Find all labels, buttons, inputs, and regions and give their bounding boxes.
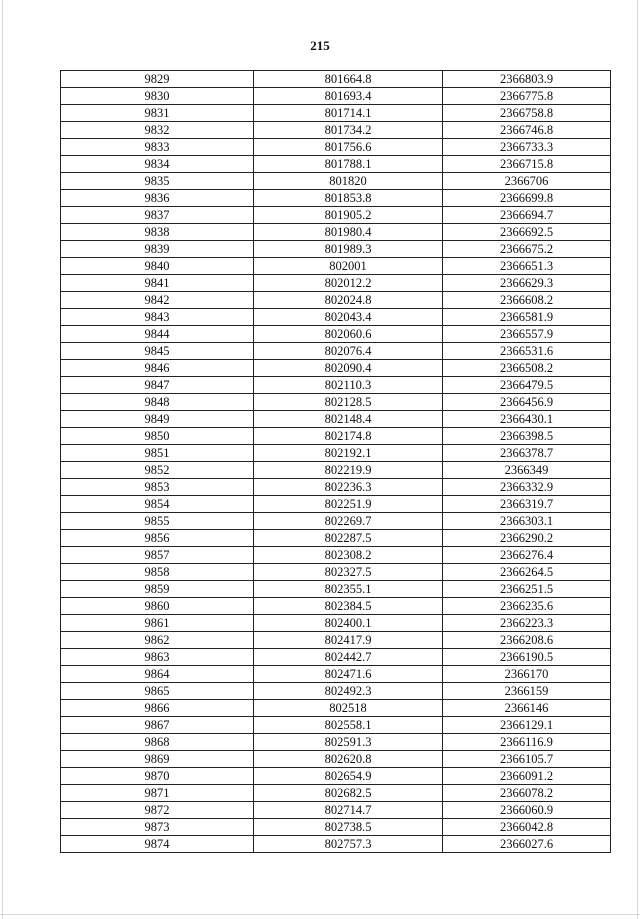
x-coordinate-cell: 801664.8 [254, 71, 443, 88]
table-row [61, 309, 611, 326]
y-coordinate-cell: 2366060.9 [443, 802, 611, 819]
y-coordinate-cell: 2366208.6 [443, 632, 611, 649]
y-coordinate-cell: 2366251.5 [443, 581, 611, 598]
x-coordinate-cell: 802400.1 [254, 615, 443, 632]
x-coordinate-cell: 802128.5 [254, 394, 443, 411]
point-id-cell: 9861 [61, 615, 254, 632]
point-id-cell: 9871 [61, 785, 254, 802]
y-coordinate-cell: 2366091.2 [443, 768, 611, 785]
point-id-cell: 9872 [61, 802, 254, 819]
table-row [61, 717, 611, 734]
point-id-cell: 9834 [61, 156, 254, 173]
table-row [61, 513, 611, 530]
y-coordinate-cell: 2366276.4 [443, 547, 611, 564]
table-row [61, 547, 611, 564]
x-coordinate-cell: 802442.7 [254, 649, 443, 666]
x-coordinate-cell: 801714.1 [254, 105, 443, 122]
table-row [61, 700, 611, 717]
y-coordinate-cell: 2366531.6 [443, 343, 611, 360]
page-edge-left [2, 0, 3, 919]
point-id-cell: 9870 [61, 768, 254, 785]
x-coordinate-cell: 802060.6 [254, 326, 443, 343]
x-coordinate-cell: 802287.5 [254, 530, 443, 547]
y-coordinate-cell: 2366042.8 [443, 819, 611, 836]
y-coordinate-cell: 2366223.3 [443, 615, 611, 632]
y-coordinate-cell: 2366264.5 [443, 564, 611, 581]
table-row [61, 224, 611, 241]
point-id-cell: 9842 [61, 292, 254, 309]
y-coordinate-cell: 2366159 [443, 683, 611, 700]
x-coordinate-cell: 801734.2 [254, 122, 443, 139]
x-coordinate-cell: 802518 [254, 700, 443, 717]
y-coordinate-cell: 2366803.9 [443, 71, 611, 88]
point-id-cell: 9853 [61, 479, 254, 496]
x-coordinate-cell: 802251.9 [254, 496, 443, 513]
y-coordinate-cell: 2366349 [443, 462, 611, 479]
x-coordinate-cell: 802682.5 [254, 785, 443, 802]
x-coordinate-cell: 802192.1 [254, 445, 443, 462]
point-id-cell: 9873 [61, 819, 254, 836]
page-number: 215 [310, 38, 330, 53]
y-coordinate-cell: 2366508.2 [443, 360, 611, 377]
table-row [61, 173, 611, 190]
y-coordinate-cell: 2366129.1 [443, 717, 611, 734]
table-row [61, 496, 611, 513]
x-coordinate-cell: 802236.3 [254, 479, 443, 496]
table-row [61, 190, 611, 207]
x-coordinate-cell: 802591.3 [254, 734, 443, 751]
point-id-cell: 9863 [61, 649, 254, 666]
table-row [61, 615, 611, 632]
table-row [61, 139, 611, 156]
table-row [61, 632, 611, 649]
y-coordinate-cell: 2366303.1 [443, 513, 611, 530]
y-coordinate-cell: 2366557.9 [443, 326, 611, 343]
point-id-cell: 9849 [61, 411, 254, 428]
y-coordinate-cell: 2366456.9 [443, 394, 611, 411]
y-coordinate-cell: 2366581.9 [443, 309, 611, 326]
y-coordinate-cell: 2366694.7 [443, 207, 611, 224]
table-row [61, 292, 611, 309]
x-coordinate-cell: 802417.9 [254, 632, 443, 649]
x-coordinate-cell: 802308.2 [254, 547, 443, 564]
table-row [61, 836, 611, 853]
table-row [61, 88, 611, 105]
table-row [61, 462, 611, 479]
table-row [61, 258, 611, 275]
x-coordinate-cell: 802043.4 [254, 309, 443, 326]
y-coordinate-cell: 2366105.7 [443, 751, 611, 768]
x-coordinate-cell: 802492.3 [254, 683, 443, 700]
coordinate-table [60, 70, 611, 853]
x-coordinate-cell: 802558.1 [254, 717, 443, 734]
table-row [61, 581, 611, 598]
page-edge-right [637, 0, 638, 919]
table-row [61, 394, 611, 411]
table-row [61, 768, 611, 785]
y-coordinate-cell: 2366078.2 [443, 785, 611, 802]
table-row [61, 122, 611, 139]
table-row [61, 734, 611, 751]
point-id-cell: 9859 [61, 581, 254, 598]
y-coordinate-cell: 2366319.7 [443, 496, 611, 513]
point-id-cell: 9847 [61, 377, 254, 394]
point-id-cell: 9844 [61, 326, 254, 343]
y-coordinate-cell: 2366651.3 [443, 258, 611, 275]
table-row [61, 598, 611, 615]
table-row [61, 343, 611, 360]
table-row [61, 819, 611, 836]
point-id-cell: 9862 [61, 632, 254, 649]
point-id-cell: 9865 [61, 683, 254, 700]
y-coordinate-cell: 2366746.8 [443, 122, 611, 139]
y-coordinate-cell: 2366332.9 [443, 479, 611, 496]
x-coordinate-cell: 802076.4 [254, 343, 443, 360]
table-row [61, 360, 611, 377]
point-id-cell: 9832 [61, 122, 254, 139]
x-coordinate-cell: 802738.5 [254, 819, 443, 836]
y-coordinate-cell: 2366027.6 [443, 836, 611, 853]
point-id-cell: 9830 [61, 88, 254, 105]
point-id-cell: 9839 [61, 241, 254, 258]
table-row [61, 683, 611, 700]
x-coordinate-cell: 802620.8 [254, 751, 443, 768]
table-row [61, 564, 611, 581]
point-id-cell: 9845 [61, 343, 254, 360]
x-coordinate-cell: 802757.3 [254, 836, 443, 853]
y-coordinate-cell: 2366699.8 [443, 190, 611, 207]
x-coordinate-cell: 802024.8 [254, 292, 443, 309]
y-coordinate-cell: 2366629.3 [443, 275, 611, 292]
point-id-cell: 9850 [61, 428, 254, 445]
x-coordinate-cell: 801820 [254, 173, 443, 190]
x-coordinate-cell: 802654.9 [254, 768, 443, 785]
point-id-cell: 9837 [61, 207, 254, 224]
point-id-cell: 9869 [61, 751, 254, 768]
y-coordinate-cell: 2366775.8 [443, 88, 611, 105]
x-coordinate-cell: 802001 [254, 258, 443, 275]
x-coordinate-cell: 802090.4 [254, 360, 443, 377]
table-row [61, 751, 611, 768]
x-coordinate-cell: 802384.5 [254, 598, 443, 615]
point-id-cell: 9848 [61, 394, 254, 411]
y-coordinate-cell: 2366692.5 [443, 224, 611, 241]
point-id-cell: 9864 [61, 666, 254, 683]
table-row [61, 428, 611, 445]
table-row [61, 649, 611, 666]
table-row [61, 479, 611, 496]
table-row [61, 105, 611, 122]
table-row [61, 377, 611, 394]
x-coordinate-cell: 802012.2 [254, 275, 443, 292]
x-coordinate-cell: 802269.7 [254, 513, 443, 530]
point-id-cell: 9858 [61, 564, 254, 581]
x-coordinate-cell: 801756.6 [254, 139, 443, 156]
point-id-cell: 9833 [61, 139, 254, 156]
table-row [61, 156, 611, 173]
x-coordinate-cell: 801980.4 [254, 224, 443, 241]
point-id-cell: 9836 [61, 190, 254, 207]
point-id-cell: 9855 [61, 513, 254, 530]
coordinate-table-body [61, 71, 611, 853]
point-id-cell: 9838 [61, 224, 254, 241]
table-row [61, 411, 611, 428]
point-id-cell: 9856 [61, 530, 254, 547]
point-id-cell: 9841 [61, 275, 254, 292]
point-id-cell: 9857 [61, 547, 254, 564]
point-id-cell: 9860 [61, 598, 254, 615]
x-coordinate-cell: 802327.5 [254, 564, 443, 581]
point-id-cell: 9840 [61, 258, 254, 275]
x-coordinate-cell: 802714.7 [254, 802, 443, 819]
point-id-cell: 9831 [61, 105, 254, 122]
table-row [61, 71, 611, 88]
y-coordinate-cell: 2366758.8 [443, 105, 611, 122]
table-row [61, 275, 611, 292]
x-coordinate-cell: 801989.3 [254, 241, 443, 258]
table-row [61, 241, 611, 258]
x-coordinate-cell: 802110.3 [254, 377, 443, 394]
y-coordinate-cell: 2366190.5 [443, 649, 611, 666]
x-coordinate-cell: 801788.1 [254, 156, 443, 173]
y-coordinate-cell: 2366706 [443, 173, 611, 190]
y-coordinate-cell: 2366430.1 [443, 411, 611, 428]
page-edge-bottom [0, 914, 640, 915]
point-id-cell: 9854 [61, 496, 254, 513]
x-coordinate-cell: 802471.6 [254, 666, 443, 683]
point-id-cell: 9829 [61, 71, 254, 88]
table-row [61, 802, 611, 819]
y-coordinate-cell: 2366378.7 [443, 445, 611, 462]
point-id-cell: 9867 [61, 717, 254, 734]
point-id-cell: 9852 [61, 462, 254, 479]
table-row [61, 445, 611, 462]
point-id-cell: 9843 [61, 309, 254, 326]
y-coordinate-cell: 2366675.2 [443, 241, 611, 258]
point-id-cell: 9866 [61, 700, 254, 717]
x-coordinate-cell: 801905.2 [254, 207, 443, 224]
table-row [61, 666, 611, 683]
table-row [61, 207, 611, 224]
point-id-cell: 9874 [61, 836, 254, 853]
y-coordinate-cell: 2366479.5 [443, 377, 611, 394]
table-row [61, 785, 611, 802]
x-coordinate-cell: 802355.1 [254, 581, 443, 598]
y-coordinate-cell: 2366146 [443, 700, 611, 717]
y-coordinate-cell: 2366116.9 [443, 734, 611, 751]
y-coordinate-cell: 2366608.2 [443, 292, 611, 309]
y-coordinate-cell: 2366733.3 [443, 139, 611, 156]
y-coordinate-cell: 2366398.5 [443, 428, 611, 445]
x-coordinate-cell: 802174.8 [254, 428, 443, 445]
x-coordinate-cell: 802148.4 [254, 411, 443, 428]
point-id-cell: 9851 [61, 445, 254, 462]
x-coordinate-cell: 802219.9 [254, 462, 443, 479]
x-coordinate-cell: 801853.8 [254, 190, 443, 207]
y-coordinate-cell: 2366715.8 [443, 156, 611, 173]
table-row [61, 326, 611, 343]
y-coordinate-cell: 2366235.6 [443, 598, 611, 615]
y-coordinate-cell: 2366290.2 [443, 530, 611, 547]
point-id-cell: 9846 [61, 360, 254, 377]
point-id-cell: 9868 [61, 734, 254, 751]
x-coordinate-cell: 801693.4 [254, 88, 443, 105]
y-coordinate-cell: 2366170 [443, 666, 611, 683]
table-row [61, 530, 611, 547]
point-id-cell: 9835 [61, 173, 254, 190]
